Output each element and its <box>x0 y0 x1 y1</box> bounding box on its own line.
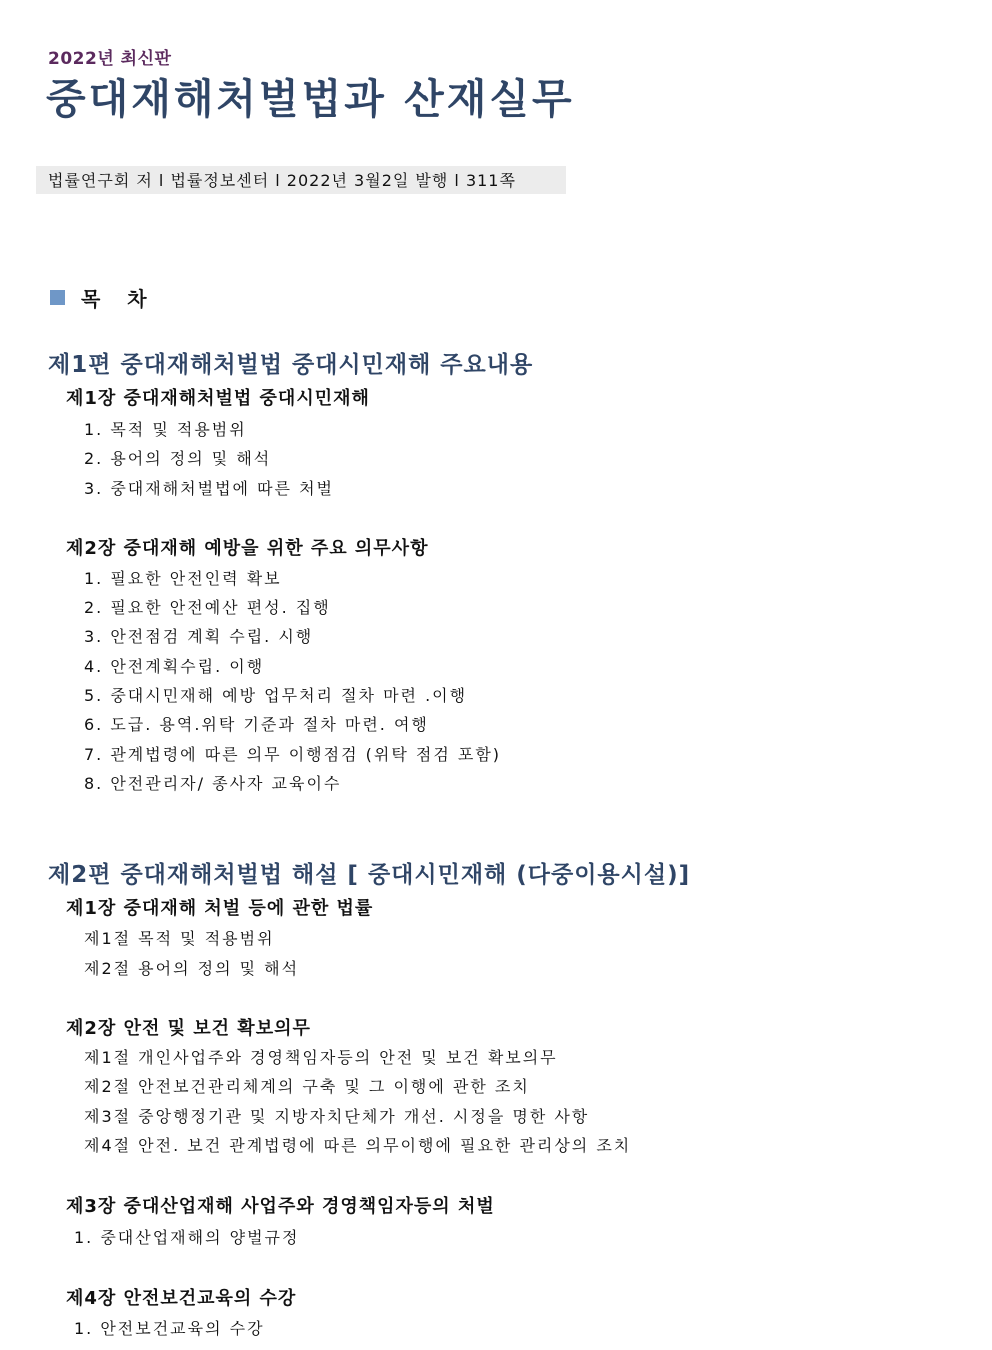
toc-item: 제2절 안전보건관리체계의 구축 및 그 이행에 관한 조치 <box>84 1077 530 1096</box>
toc-item: 1. 중대산업재해의 양벌규정 <box>74 1228 300 1247</box>
toc-item: 4. 안전계획수립. 이행 <box>84 657 265 676</box>
toc-item: 3. 안전점검 계획 수립. 시행 <box>84 627 314 646</box>
toc-item: 제4절 안전. 보건 관계법령에 따른 의무이행에 필요한 관리상의 조치 <box>84 1136 632 1155</box>
chapter-title: 제1장 중대재해처벌법 중대시민재해 <box>66 388 370 409</box>
publication-info: 법률연구회 저 l 법률정보센터 l 2022년 3월2일 발행 l 311쪽 <box>48 171 516 190</box>
toc-item: 8. 안전관리자/ 종사자 교육이수 <box>84 774 342 793</box>
toc-item: 1. 안전보건교육의 수강 <box>74 1319 265 1338</box>
part-title: 제2편 중대재해처벌법 해설 [ 중대시민재해 (다중이용시설)] <box>48 862 691 888</box>
chapter-title: 제3장 중대산업재해 사업주와 경영책임자등의 처벌 <box>66 1196 495 1217</box>
toc-item: 7. 관계법령에 따른 의무 이행점검 (위탁 점검 포함) <box>84 745 502 764</box>
toc-heading <box>50 283 157 312</box>
toc-item: 6. 도급. 용역.위탁 기준과 절차 마련. 여행 <box>84 715 429 734</box>
chapter-title: 제2장 중대재해 예방을 위한 주요 의무사항 <box>66 538 429 559</box>
toc-item: 2. 용어의 정의 및 해석 <box>84 449 272 468</box>
toc-item: 2. 필요한 안전예산 편성. 집행 <box>84 598 331 617</box>
part-title: 제1편 중대재해처벌법 중대시민재해 주요내용 <box>48 352 534 378</box>
toc-item: 제3절 중앙행정기관 및 지방자치단체가 개선. 시정을 명한 사항 <box>84 1107 590 1126</box>
chapter-title: 제4장 안전보건교육의 수강 <box>66 1288 297 1309</box>
toc-item: 1. 목적 및 적용범위 <box>84 420 247 439</box>
toc-item: 제2절 용어의 정의 및 해석 <box>84 959 300 978</box>
toc-item: 1. 필요한 안전인력 확보 <box>84 569 282 588</box>
chapter-title: 제1장 중대재해 처벌 등에 관한 법률 <box>66 898 374 919</box>
toc-item: 제1절 목적 및 적용범위 <box>84 929 275 948</box>
toc-item: 제1절 개인사업주와 경영책임자등의 안전 및 보건 확보의무 <box>84 1048 558 1067</box>
edition-label: 2022년 최신판 <box>48 49 172 69</box>
toc-item: 5. 중대시민재해 예방 업무처리 절차 마련 .이행 <box>84 686 468 705</box>
toc-item: 3. 중대재해처벌법에 따른 처벌 <box>84 479 334 498</box>
square-bullet-icon <box>50 290 65 305</box>
chapter-title: 제2장 안전 및 보건 확보의무 <box>66 1018 311 1039</box>
document-title: 중대재해처벌법과 산재실무 <box>46 75 575 123</box>
toc-heading-text: 목 차 <box>81 287 157 311</box>
